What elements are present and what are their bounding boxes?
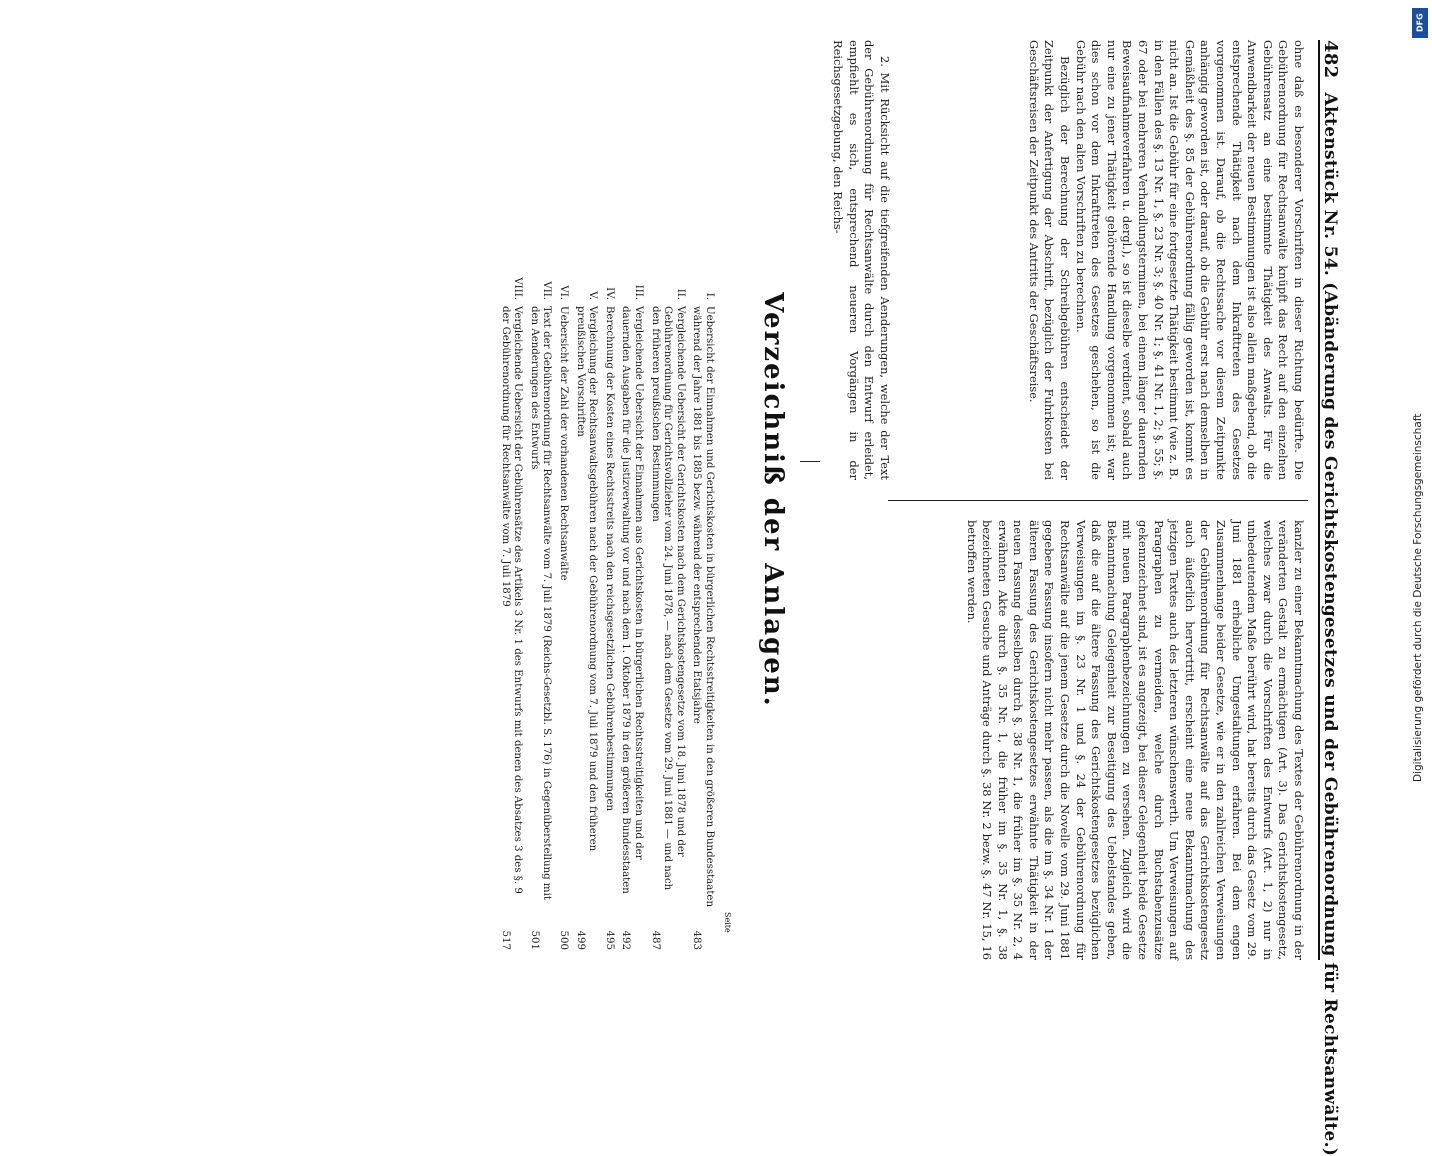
index-list: [494, 270, 715, 950]
index-entry-page: 495: [603, 930, 615, 950]
index-entry-text: Uebersicht der Einnahmen und Gerichtskosten in bürgerlichen Rechtsstreitigkeiten in den größeren Bundesstaaten während der Jahre 1881 bis 1885 bezw. während der entsprechenden Etatsjahre: [691, 306, 715, 908]
index-page-head: Seite: [723, 912, 732, 933]
index-entry-text: Vergleichende Uebersicht der Einnahmen aus Gerichtskosten in bürgerlichen Rechtsstreitigkeiten und der dauernden Ausgaben für die Justizverwaltung vor und nach dem 1. Oktober 1879 in den größeren Bundesstaaten: [620, 306, 645, 894]
index-entry-number: IV.: [603, 287, 615, 300]
index-entry: [573, 270, 598, 950]
index-entry: [619, 270, 644, 950]
text-column-right: [963, 520, 1306, 960]
index-entry-text: Vergleichende Uebersicht der Gebührensätze des Artikels 3 Nr. 1 des Entwurfs mit denen des Absatzes 3 des §. 9 der Gebührenordnung für Rechtsanwälte vom 7. Juli 1879: [499, 306, 524, 894]
index-entry-number: III.: [633, 284, 645, 300]
index-entry: [648, 270, 686, 950]
index-entry: [527, 270, 552, 950]
index-entry-number: VII.: [541, 281, 553, 300]
index-entry-number: I.: [704, 292, 715, 300]
column-divider: [888, 500, 1308, 501]
index-entry-number: II.: [674, 288, 686, 300]
index-entry-text: Uebersicht der Zahl der vorhandenen Rechtsanwälte: [558, 306, 570, 581]
index-entry-number: VIII.: [512, 277, 524, 300]
running-title: Aktenstück Nr. 54. (Abänderung des Gerichtskostengesetzes und der Gebührenordnung für Rechtsanwälte.): [1320, 92, 1340, 1156]
text-column-left-lower: [830, 40, 892, 480]
index-entry-number: V.: [587, 291, 599, 300]
index-entry-text: Berechnung der Kosten eines Rechtsstreits nach den reichsgesetzlichen Gebührenbestimmungen: [603, 306, 615, 812]
paragraph: Bezüglich der Berechnung der Schreibgebühren entscheidet der Zeitpunkt der Anfertigung der Abschrift, bezüglich der Fuhrkosten bei Geschäftsreisen der Zeitpunkt des Antritts der Geschäftsreise.: [1026, 40, 1073, 480]
index-entry: [602, 270, 615, 950]
index-entry-page: 492: [620, 930, 632, 950]
paragraph: ohne daß es besonderer Vorschriften in dieser Richtung bedürfte. Die Gebührenordnung für Rechtsanwälte knüpft das Recht auf den einzelnen Gebührensatz an eine bestimmte Thätigkeit des Anwalts. Für die Anwendbarkeit der neuen Bestimmungen ist also allein maßgebend, ob die entsprechende Thätigkeit nach dem Inkrafttreten des Gesetzes vorgenommen ist. Darauf, ob die Rechtssache vor diesem Zeitpunkte anhängig geworden ist, oder darauf, ob die Gebühr erst nach demselben in Gemäßheit des §. 85 der Gebührenordnung fällig geworden ist, kommt es nicht an. Ist die Gebühr für eine fortgesetzte Thätigkeit bestimmt (wie z. B. in den Fällen des §. 13 Nr. 1, §. 23 Nr. 3; §. 40 Nr. 1; §. 41 Nr. 1, 2; §. 55; §. 67 oder bei mehreren Verhandlungsterminen, bei einem länger dauernden Beweisaufnahmeverfahren u. dergl.), so ist dieselbe verdient, sobald auch nur eine zu jener Thätigkeit gehörende Handlung vorgenommen ist; war dies schon vor dem Inkrafttreten des Gesetzes geschehen, so ist die Gebühr nach den alten Vorschriften zu berechnen.: [1073, 40, 1306, 480]
index-entry-page: 499: [574, 930, 586, 950]
index-entry: [498, 270, 523, 950]
index-entry-page: 487: [649, 930, 661, 950]
index-title: Verzeichniß der Anlagen.: [758, 292, 788, 708]
index-entry-text: Vergleichung der Rechtsanwaltsgebühren nach der Gebührenordnung vom 7. Juli 1879 und den früheren preußischen Vorschriften: [574, 306, 599, 852]
index-entry-text: Text der Gebührenordnung für Rechtsanwälte vom 7. Juli 1879 (Reichs-Gesetzbl. S. 176) in Gegenüberstellung mit den Aenderungen des Entwurfs: [528, 306, 553, 900]
digitization-note: Digitalisierung gefördert durch die Deutsche Forschungsgemeinschaft: [1412, 413, 1424, 782]
index-entry-text: Vergleichende Uebersicht der Gerichtskosten nach dem Gerichtskostengesetze vom 18. Juni 1878 und der Gebührenordnung für Gerichtsvollzieher vom 24. Juni 1878, — nach dem Gesetze vom 29. Juni 1881 — und nach den früheren preußischen Bestimmungen: [649, 306, 686, 891]
text-column-left: [1025, 40, 1306, 480]
index-entry-page: 500: [558, 930, 570, 950]
page-number: 482: [1320, 40, 1341, 79]
index-entry: [690, 270, 715, 950]
paragraph: 2. Mit Rücksicht auf die tiefgreifenden Aenderungen, welche der Text der Gebührenordnung für Rechtsanwälte durch den Entwurf erleidet, empfiehlt es sich, entsprechend neueren Vorgängen in der Reichsgesetzgebung, den Reichs-: [831, 40, 892, 480]
paragraph: kanzler zu einer Bekanntmachung des Textes der Gebührenordnung in der veränderten Gestalt zu ermächtigen (Art. 3). Das Gerichtskostengesetz, welches zwar durch die Vorschriften des Entwurfs (Art. 1, 2) nur in unbedeutendem Maße berührt wird, hat bereits durch das Gesetz vom 29. Juni 1881 erhebliche Umgestaltungen erfahren. Bei dem engen Zusammenhange beider Gesetze, wie er in den zahlreichen Verweisungen der Gebührenordnung für Rechtsanwälte auf das Gerichtskostengesetz auch äußerlich hervortritt, erscheint eine neue Bekanntmachung des jetzigen Textes auch des letzteren wünschenswerth. Um Verweisungen auf Paragraphen zu vermeiden, welche durch Buchstabenzusätze gekennzeichnet sind, ist es angezeigt, bei dieser Gelegenheit beide Gesetze mit neuen Paragraphenbezeichnungen zu versehen. Zugleich wird die Bekanntmachung Gelegenheit zur Beseitigung des Uebelstandes geben, daß die auf die ältere Fassung des Gerichtskostengesetzes bezüglichen Verweisungen im §. 23 Nr. 1 und §. 24 der Gebührenordnung für Rechtsanwälte auf die jenem Gesetze durch die Novelle vom 29. Juni 1881 gegebene Fassung insofern nicht mehr passen, als die im §. 34 Nr. 1 der älteren Fassung des Gerichtskostengesetzes erwähnte Thätigkeit in der neuen Fassung desselben durch §. 38 Nr. 1, die früher im §. 35 Nr. 2, 4 erwähnten Akte durch §. 35 Nr. 1, die früher im §. 35 Nr. 1, §. 38 bezeichneten Gesuche und Anträge durch §. 38 Nr. 2 bezw. §. 47 Nr. 15, 16 betroffen werden.: [964, 520, 1306, 960]
index-entry-number: VI.: [558, 285, 570, 300]
index-entry-page: 501: [528, 930, 540, 950]
dfg-logo: DFG: [1412, 8, 1428, 38]
short-rule: [800, 461, 820, 462]
index-entry-page: 483: [691, 930, 703, 950]
running-header: [1318, 40, 1360, 1156]
index-entry-page: 517: [499, 930, 511, 950]
index-entry: [556, 270, 569, 950]
